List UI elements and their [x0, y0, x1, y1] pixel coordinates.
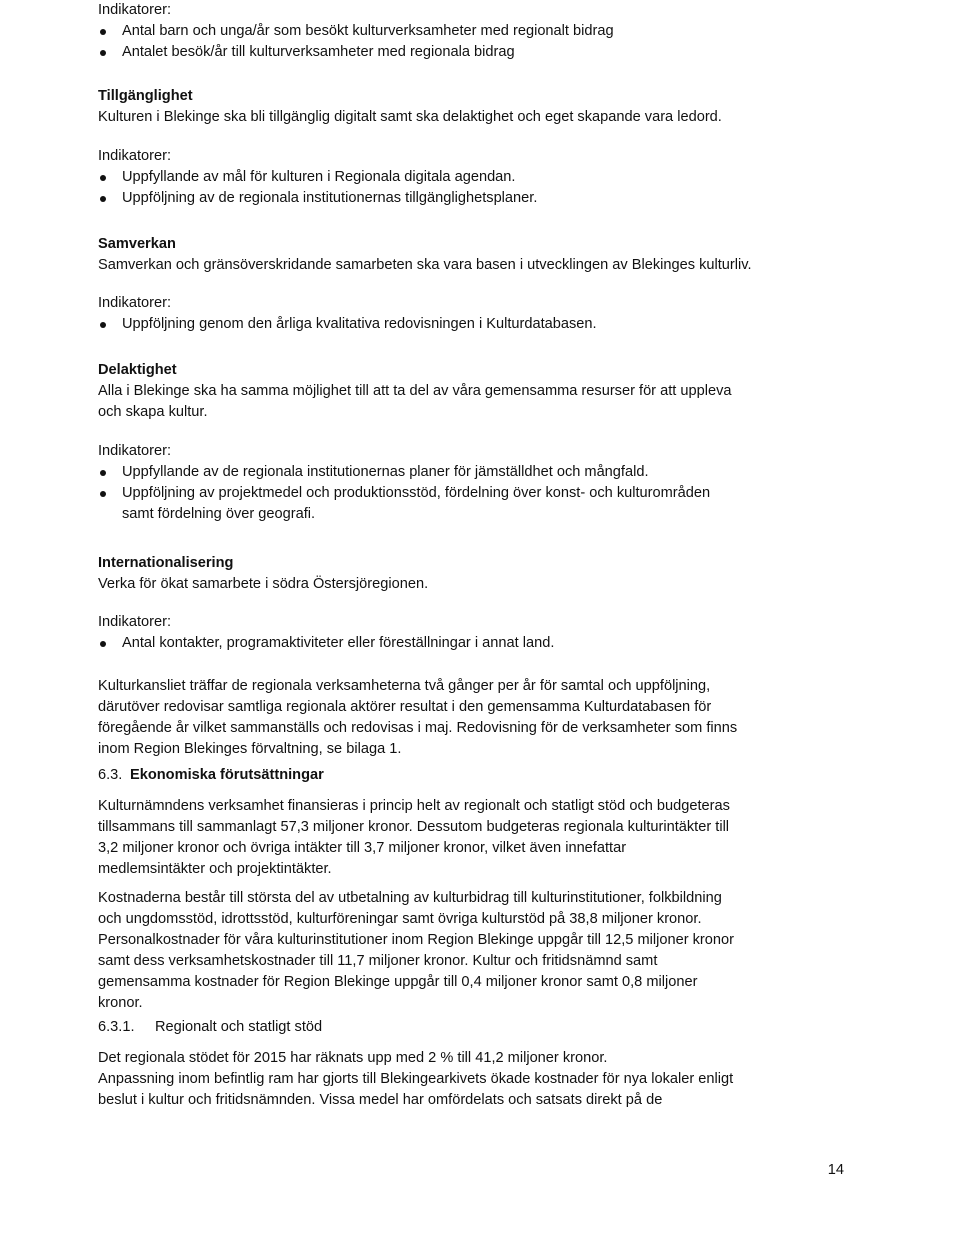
paragraph-regionalt-stod [98, 1048, 838, 1111]
page-number: 14 [827, 1162, 844, 1178]
section-heading: Tillgänglighet [98, 88, 193, 104]
section-heading-6-3-1 [98, 1017, 838, 1038]
section-title: Ekonomiska förutsättningar [130, 767, 324, 783]
section-samverkan [98, 234, 838, 276]
heading-line [98, 765, 838, 786]
indicator-block-1 [98, 0, 838, 63]
paragraph-line: 3,2 miljoner kronor och övriga intäkter till 3,7 miljoner kronor, vilket även innefattar [98, 840, 627, 856]
section-heading: Internationalisering [98, 555, 234, 571]
indicator-label: Indikatorer: [98, 2, 172, 18]
section-heading-6-3 [98, 765, 838, 786]
bullet-icon [100, 50, 106, 56]
indicator-list [98, 633, 838, 654]
paragraph-line: medlemsintäkter och projektintäkter. [98, 861, 332, 877]
bullet-icon [100, 196, 106, 202]
indicator-list [98, 167, 838, 209]
list-item: Uppfyllande av mål för kulturen i Regionala digitala agendan. [98, 167, 838, 188]
paragraph-line: Kulturnämndens verksamhet finansieras i princip helt av regionalt och statligt stöd och budgeteras [98, 798, 730, 814]
indicator-block-internationalisering [98, 612, 838, 654]
list-item: Uppföljning av projektmedel och produktionsstöd, fördelning över konst- och kulturområden samt fördelning över geografi. [98, 483, 838, 525]
section-number: 6.3. [98, 767, 123, 783]
paragraph-line: samt dess verksamhetskostnader till 11,7 miljoner kronor. Kultur och fritidsnämnd samt [98, 953, 658, 969]
list-item: Uppfyllande av de regionala institutionernas planer för jämställdhet och mångfald. [98, 462, 838, 483]
paragraph-line: därutöver redovisar samtliga regionala aktörer resultat i den gemensamma Kulturdatabasen för [98, 699, 712, 715]
paragraph: Kulturen i Blekinge ska bli tillgänglig digitalt samt ska delaktighet och eget skapande vara ledord. [98, 109, 722, 125]
indicator-label: Indikatorer: [98, 443, 172, 459]
indicator-block-tillganglighet [98, 146, 838, 209]
section-heading: Delaktighet [98, 362, 177, 378]
paragraph-line: och ungdomsstöd, idrottsstöd, kulturföreningar samt övriga kulturstöd på 38,8 miljoner kronor. [98, 911, 702, 927]
paragraph: Verka för ökat samarbete i södra Östersjöregionen. [98, 576, 429, 592]
paragraph-line: Kulturkansliet träffar de regionala verksamheterna två gånger per år för samtal och uppföljning, [98, 678, 711, 694]
indicator-label: Indikatorer: [98, 295, 172, 311]
paragraph-line: föregående år vilket sammanställs och redovisas i maj. Redovisning för de verksamheter som finns [98, 720, 738, 736]
paragraph-line: Kostnaderna består till största del av utbetalning av kulturbidrag till kulturinstitutioner, folkbildning [98, 890, 722, 906]
bullet-icon [100, 491, 106, 497]
paragraph-finansiering [98, 796, 838, 880]
indicator-list [98, 314, 838, 335]
paragraph-line: Anpassning inom befintlig ram har gjorts till Blekingearkivets ökade kostnader för nya lokaler enligt [98, 1071, 734, 1087]
bullet-icon [100, 322, 106, 328]
indicator-list [98, 21, 838, 63]
indicator-block-delaktighet [98, 441, 838, 525]
paragraph-kostnader [98, 888, 838, 1014]
section-delaktighet [98, 360, 838, 423]
paragraph: Samverkan och gränsöverskridande samarbeten ska vara basen i utvecklingen av Blekinges kulturliv. [98, 257, 752, 273]
paragraph-line: och skapa kultur. [98, 404, 208, 420]
paragraph-line: beslut i kultur och fritidsnämnden. Vissa medel har omfördelats och satsats direkt på de [98, 1092, 663, 1108]
section-number: 6.3.1. [98, 1019, 135, 1035]
list-item: Antal kontakter, programaktiviteter eller föreställningar i annat land. [98, 633, 838, 654]
list-item: Uppföljning genom den årliga kvalitativa redovisningen i Kulturdatabasen. [98, 314, 838, 335]
paragraph-line: Personalkostnader för våra kulturinstitutioner inom Region Blekinge uppgår till 12,5 miljoner kronor [98, 932, 734, 948]
paragraph-line: Det regionala stödet för 2015 har räknats upp med 2 % till 41,2 miljoner kronor. [98, 1050, 608, 1066]
bullet-icon [100, 641, 106, 647]
list-item: Antal barn och unga/år som besökt kulturverksamheter med regionalt bidrag [98, 21, 838, 42]
bullet-icon [100, 175, 106, 181]
section-tillganglighet [98, 86, 838, 128]
paragraph-kulturkansliet [98, 676, 838, 760]
paragraph-line: Alla i Blekinge ska ha samma möjlighet till att ta del av våra gemensamma resurser för att uppleva [98, 383, 732, 399]
section-internationalisering [98, 553, 838, 595]
indicator-label: Indikatorer: [98, 614, 172, 630]
heading-line [98, 1017, 838, 1038]
indicator-list [98, 462, 838, 525]
bullet-icon [100, 470, 106, 476]
list-item: Uppföljning av de regionala institutionernas tillgänglighetsplaner. [98, 188, 838, 209]
list-item: Antalet besök/år till kulturverksamheter med regionala bidrag [98, 42, 838, 63]
section-title: Regionalt och statligt stöd [155, 1019, 323, 1035]
indicator-label: Indikatorer: [98, 148, 172, 164]
bullet-icon [100, 29, 106, 35]
section-heading: Samverkan [98, 236, 176, 252]
paragraph-line: kronor. [98, 995, 143, 1011]
paragraph-line: tillsammans till sammanlagt 57,3 miljoner kronor. Dessutom budgeteras regionala kulturintäkter till [98, 819, 730, 835]
paragraph-line: gemensamma kostnader för Region Blekinge uppgår till 0,4 miljoner kronor samt 0,8 miljoner [98, 974, 698, 990]
indicator-block-samverkan [98, 293, 838, 335]
paragraph-line: inom Region Blekinges förvaltning, se bilaga 1. [98, 741, 402, 757]
